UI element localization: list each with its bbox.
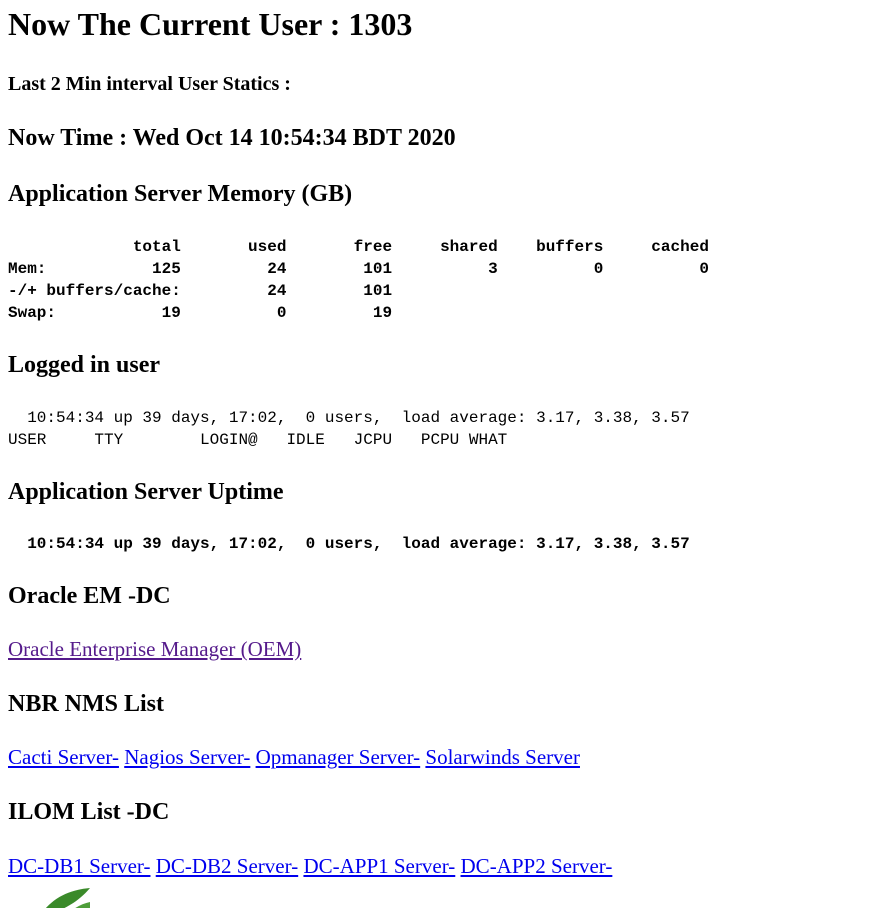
memory-table: [8, 236, 709, 324]
oem-link[interactable]: Oracle Enterprise Manager (OEM): [8, 637, 302, 661]
cacti-server-link[interactable]: Cacti Server-: [8, 745, 119, 769]
uptime-heading: Application Server Uptime: [8, 479, 284, 505]
memory-line: Swap: 19 0 19: [8, 304, 393, 322]
nms-link-row: [8, 747, 580, 768]
oracle-heading: Oracle EM -DC: [8, 583, 171, 609]
uptime-line: 10:54:34 up 39 days, 17:02, 0 users, load average: 3.17, 3.38, 3.57: [8, 535, 690, 553]
memory-line: Mem: 125 24 101 3 0 0: [8, 260, 709, 278]
dc-app2-server-link[interactable]: DC-APP2 Server-: [460, 854, 613, 878]
memory-line: -/+ buffers/cache: 24 101: [8, 282, 393, 300]
interval-heading: Last 2 Min interval User Statics :: [8, 73, 291, 95]
now-time-heading: Now Time : Wed Oct 14 10:54:34 BDT 2020: [8, 125, 456, 151]
current-user-heading: Now The Current User : 1303: [8, 6, 413, 42]
nagios-server-link[interactable]: Nagios Server-: [124, 745, 251, 769]
dc-app1-server-link[interactable]: DC-APP1 Server-: [303, 854, 456, 878]
memory-line: total used free shared buffers cached: [8, 238, 709, 256]
leaf-icon: [36, 880, 92, 908]
logged-in-output: [8, 407, 690, 451]
solarwinds-server-link[interactable]: Solarwinds Server: [425, 745, 580, 769]
dc-db2-server-link[interactable]: DC-DB2 Server-: [155, 854, 299, 878]
oracle-link-row: [8, 639, 301, 660]
logged-in-line: 10:54:34 up 39 days, 17:02, 0 users, load average: 3.17, 3.38, 3.57: [8, 409, 690, 427]
uptime-output: [8, 533, 690, 555]
opmanager-server-link[interactable]: Opmanager Server-: [255, 745, 421, 769]
nms-heading: NBR NMS List: [8, 691, 165, 717]
logged-in-line: USER TTY LOGIN@ IDLE JCPU PCPU WHAT: [8, 431, 508, 449]
ilom-heading: ILOM List -DC: [8, 799, 170, 825]
logged-in-heading: Logged in user: [8, 352, 161, 378]
ilom-link-row: [8, 856, 612, 877]
dc-db1-server-link[interactable]: DC-DB1 Server-: [8, 854, 151, 878]
memory-heading: Application Server Memory (GB): [8, 181, 353, 207]
